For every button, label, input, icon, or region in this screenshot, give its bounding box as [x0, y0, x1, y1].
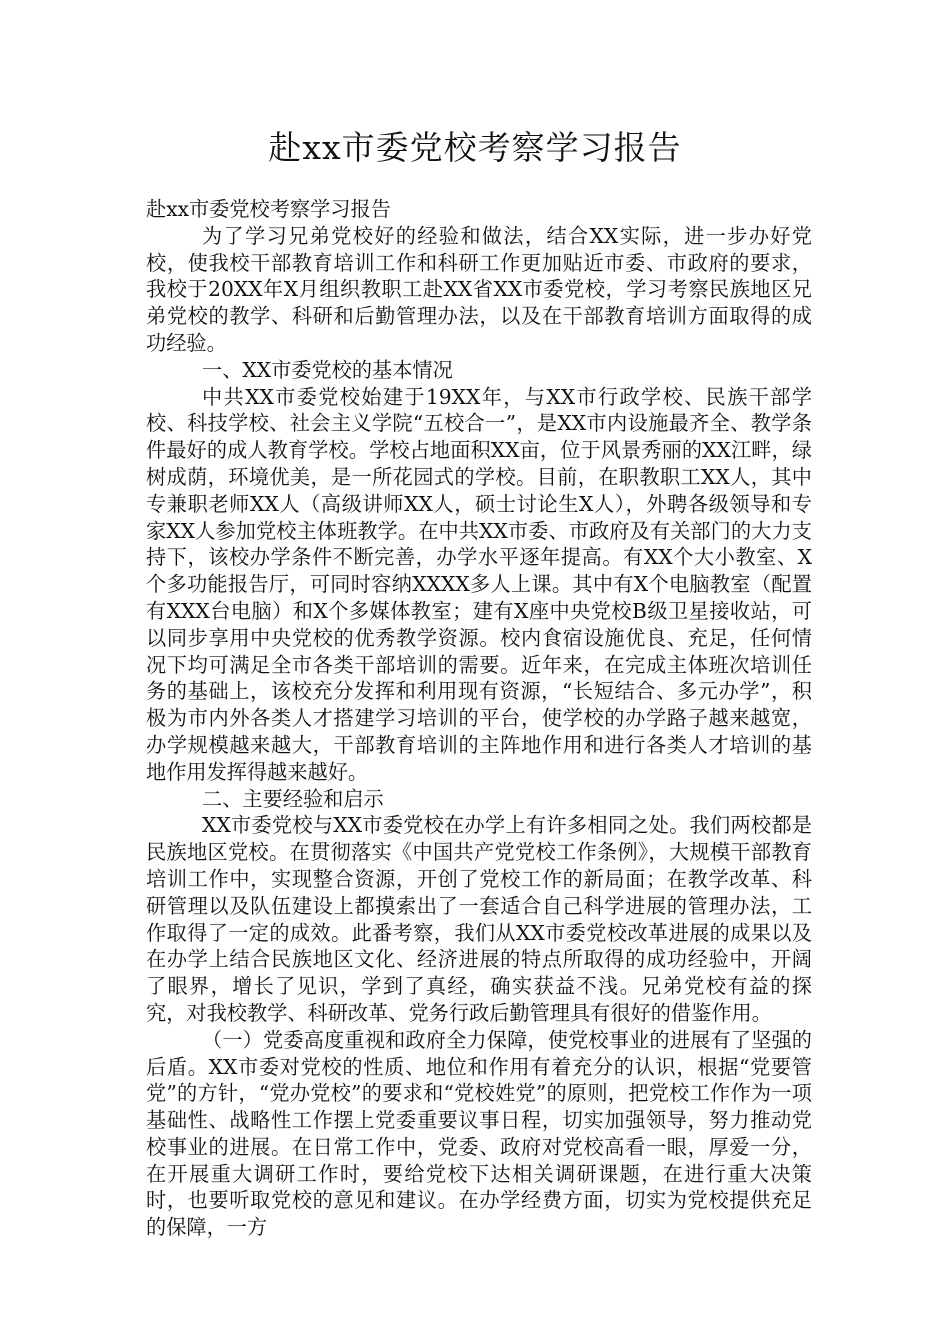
section-1-paragraph: 中共XX市委党校始建于19XX年，与XX市行政学校、民族干部学校、科技学校、社会主义学院“五校合一”，是XX市内设施最齐全、教学条件最好的成人教育学校。学校占地面积XX亩，位于风景秀丽的XX江畔，绿树成荫，环境优美，是一所花园式的学校。目前，在职教职工XX人，其中专兼职老师XX人（高级讲师XX人，硕士讨论生X人），外聘各级领导和专家XX人参加党校主体班教学。在中共XX市委、市政府及有关部门的大力支持下，该校办学条件不断完善，办学水平逐年提高。有XX个大小教室、X个多功能报告厅，可同时容纳XXXX多人上课。其中有X个电脑教室（配置有XXX台电脑）和X个多媒体教室；建有X座中央党校B级卫星接收站，可以同步享用中央党校的优秀教学资源。校内食宿设施优良、充足，任何情况下均可满足全市各类干部培训的需要。近年来，在完成主体班次培训任务的基础上，该校充分发挥和利用现有资源，“长短结合、多元办学”，积极为市内外各类人才搭建学习培训的平台，使学校的办学路子越来越宽，办学规模越来越大，干部教育培训的主阵地作用和进行各类人才培训的基地作用发挥得越来越好。 — [146, 384, 812, 784]
intro-paragraph: 为了学习兄弟党校好的经验和做法，结合XX实际，进一步办好党校，使我校干部教育培训工作和科研工作更加贴近市委、市政府的要求，我校于20XX年X月组织教职工赴XX省XX市委党校，学习考察民族地区兄弟党校的教学、科研和后勤管理办法，以及在干部教育培训方面取得的成功经验。 — [146, 223, 812, 355]
section-2-paragraph: XX市委党校与XX市委党校在办学上有许多相同之处。我们两校都是民族地区党校。在贯彻落实《中国共产党党校工作条例》，大规模干部教育培训工作中，实现整合资源，开创了党校工作的新局面；在教学改革、科研管理以及队伍建设上都摸索出了一套适合自己科学进展的管理办法，工作取得了一定的成效。此番考察，我们从XX市委党校改革进展的成果以及在办学上结合民族地区文化、经济进展的特点所取得的成功经验中，开阔了眼界，增长了见识，学到了真经，确实获益不浅。兄弟党校有益的探究，对我校教学、科研改革、党务行政后勤管理具有很好的借鉴作用。 — [146, 813, 812, 1025]
document-subtitle: 赴xx市委党校考察学习报告 — [146, 197, 391, 221]
document-body — [146, 196, 812, 1241]
document-title: 赴xx市委党校考察学习报告 — [268, 128, 682, 167]
subsection-1-paragraph: （一）党委高度重视和政府全力保障，使党校事业的进展有了坚强的后盾。XX市委对党校的性质、地位和作用有着充分的认识，根据“党要管党”的方针，“党办党校”的要求和“党校姓党”的原则，把党校工作作为一项基础性、战略性工作摆上党委重要议事日程，切实加强领导，努力推动党校事业的进展。在日常工作中，党委、政府对党校高看一眼，厚爱一分，在开展重大调研工作时，要给党校下达相关调研课题，在进行重大决策时，也要听取党校的意见和建议。在办学经费方面，切实为党校提供充足的保障，一方 — [146, 1027, 812, 1240]
section-2-heading: 二、主要经验和启示 — [202, 786, 384, 811]
section-1-heading: 一、XX市委党校的基本情况 — [202, 357, 453, 382]
